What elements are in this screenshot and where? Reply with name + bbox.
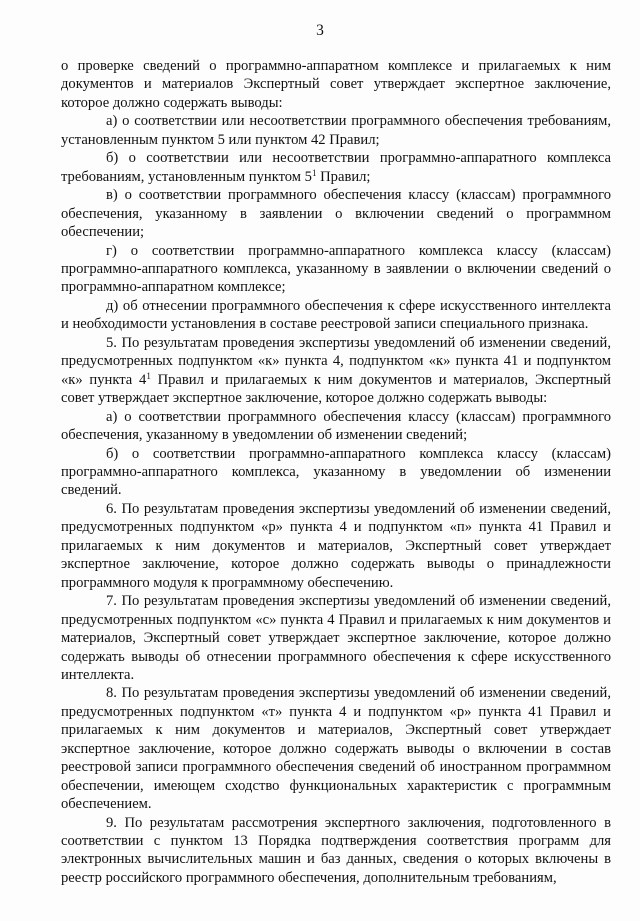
paragraph-5b: б) о соответствии программно-аппаратного комплекса классу (классам) программно-аппаратного комплекса, указанному в уведомлении об изменении сведений. [61, 445, 611, 499]
paragraph-4a: а) о соответствии или несоответствии программного обеспечения требованиям, установленным пунктом 5 или пунктом 42 Правил; [61, 113, 611, 148]
paragraph-5a: а) о соответствии программного обеспечения классу (классам) программного обеспечения, указанному в уведомлении об изменении сведений; [61, 408, 611, 444]
paragraph-8: 8. По результатам проведения экспертизы уведомлений об изменении сведений, предусмотренных подпунктом «т» пункта 4 и подпунктом «р» пункта 41 Правил и прилагаемых к ним документов и материалов, Экспертный совет утверждает экспертное заключение, которое должно содержать выводы о включении в состав реестровой записи программного обеспечения сведений об иностранном программном обеспечении, имеющем сходство функциональных характеристик с программным обеспечением. [61, 685, 611, 813]
paragraph-4g: г) о соответствии программно-аппаратного комплекса классу (классам) программно-аппаратного комплекса, указанному в заявлении о включении сведений о программно-аппаратном комплексе; [61, 242, 611, 296]
paragraph-4d: д) об отнесении программного обеспечения к сфере искусственного интеллекта и необходимости установления в составе реестровой записи специального признака. [61, 297, 611, 333]
superscript: 1 [311, 167, 317, 178]
paragraph-5 [61, 334, 611, 408]
paragraph-4b [61, 149, 611, 186]
paragraph-7: 7. По результатам проведения экспертизы уведомлений об изменении сведений, предусмотренных подпунктом «с» пункта 4 Правил и прилагаемых к ним документов и материалов, Экспертный совет утверждает экспертное заключение, которое должно содержать выводы об отнесении программного обеспечения к сфере искусственного интеллекта. [61, 593, 611, 683]
paragraph-intro: о проверке сведений о программно-аппаратном комплексе и прилагаемых к ним документов и материалов Экспертный совет утверждает экспертное заключение, которое должно содержать выводы: [61, 58, 611, 111]
paragraph-4b-tail: Правил; [316, 168, 371, 185]
paragraph-4v: в) о соответствии программного обеспечения классу (классам) программного обеспечения, указанному в заявлении о включении сведений о программном обеспечении; [61, 187, 611, 241]
paragraph-5-tail: Правил и прилагаемых к ним документов и материалов, Экспертный совет утверждает экспертное заключение, которое должно содержать выводы: [61, 371, 611, 407]
paragraph-5-text: 5. По результатам проведения экспертизы уведомлений об изменении сведений, предусмотренных подпунктом «к» пункта 4, подпунктом «к» пункта 41 и подпунктом «к» пункта 4 [61, 334, 611, 388]
paragraph-9: 9. По результатам рассмотрения экспертного заключения, подготовленного в соответствии с пунктом 13 Порядка подтверждения соответствия программ для электронных вычислительных машин и баз данных, сведения о которых включены в реестр российского программного обеспечения, дополнительным требованиям, [61, 814, 611, 886]
paragraph-6: 6. По результатам проведения экспертизы уведомлений об изменении сведений, предусмотренных подпунктом «р» пункта 4 и подпунктом «п» пункта 41 Правил и прилагаемых к ним документов и материалов, Экспертный совет утверждает экспертное заключение, которое должно содержать выводы о принадлежности программного модуля к программному обеспечению. [61, 500, 611, 591]
paragraph-4b-text: б) о соответствии или несоответствии программно-аппаратного комплекса требованиям, установленным пунктом 5 [61, 150, 611, 185]
superscript: 1 [146, 370, 151, 381]
page-number: 3 [316, 22, 324, 39]
document-body [61, 57, 611, 887]
